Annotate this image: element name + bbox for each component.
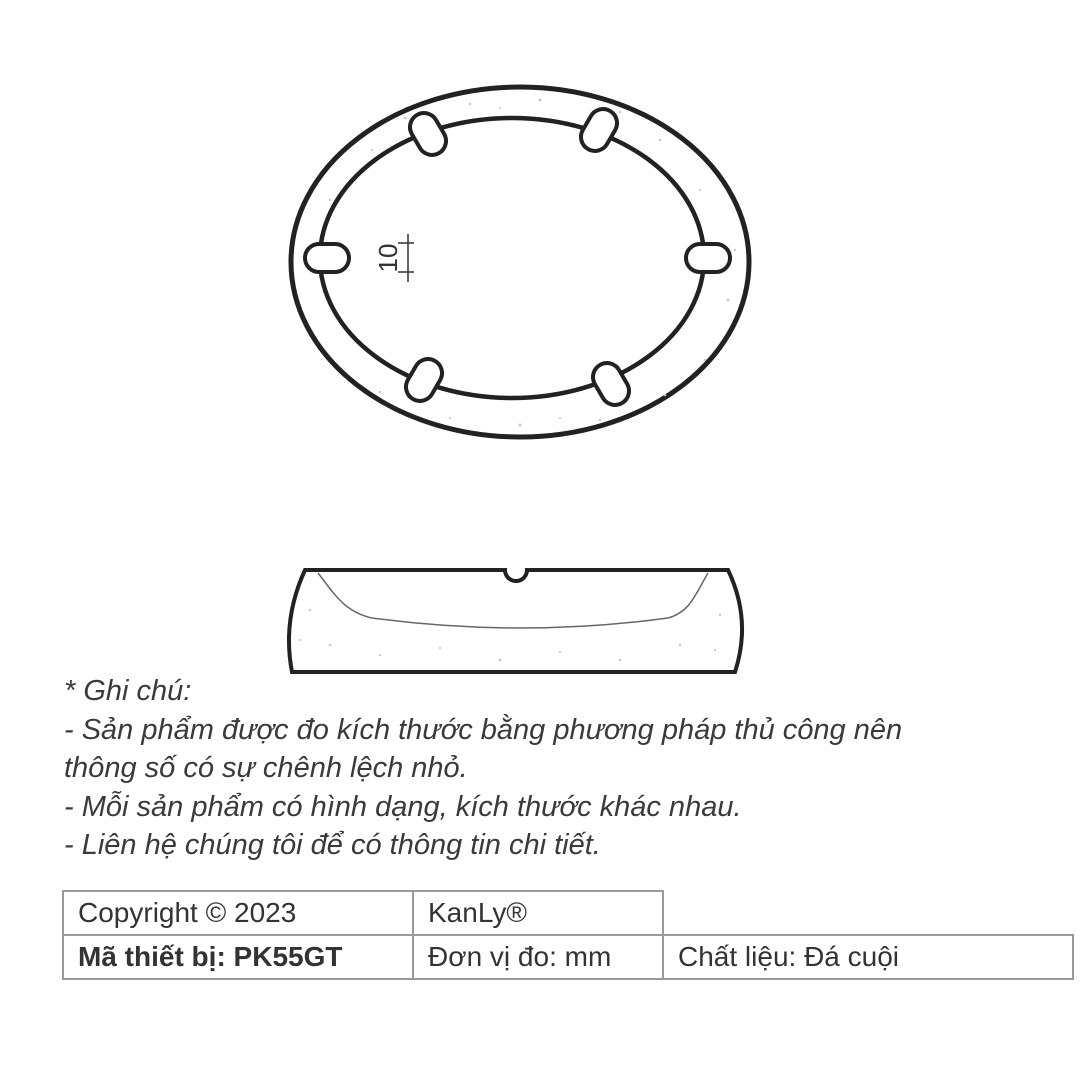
material-cell: Chất liệu: Đá cuội — [663, 935, 1073, 979]
info-table — [62, 890, 1074, 980]
top-view — [291, 87, 749, 437]
side-profile — [289, 570, 742, 672]
info-row-1 — [63, 891, 1073, 935]
side-view — [289, 570, 742, 672]
info-row-2 — [63, 935, 1073, 979]
notes-block — [64, 672, 1044, 865]
note-line-1: - Sản phẩm được đo kích thước bằng phương pháp thủ công nên — [64, 713, 903, 746]
note-line-3: - Mỗi sản phẩm có hình dạng, kích thước khác nhau. — [64, 790, 742, 823]
notch-right — [686, 244, 730, 272]
brand-cell: KanLy® — [413, 891, 663, 935]
note-line-2: thông số có sự chênh lệch nhỏ. — [64, 752, 468, 784]
notes-heading: * Ghi chú: — [64, 675, 192, 707]
product-code-cell: Mã thiết bị: PK55GT — [63, 935, 413, 979]
note-line-4: - Liên hệ chúng tôi để có thông tin chi tiết. — [64, 829, 601, 861]
unit-cell: Đơn vị đo: mm — [413, 935, 663, 979]
dimension-label: 10 — [373, 243, 403, 273]
empty-cell — [663, 891, 1073, 935]
notch-left — [305, 244, 349, 272]
copyright-cell: Copyright © 2023 — [63, 891, 413, 935]
